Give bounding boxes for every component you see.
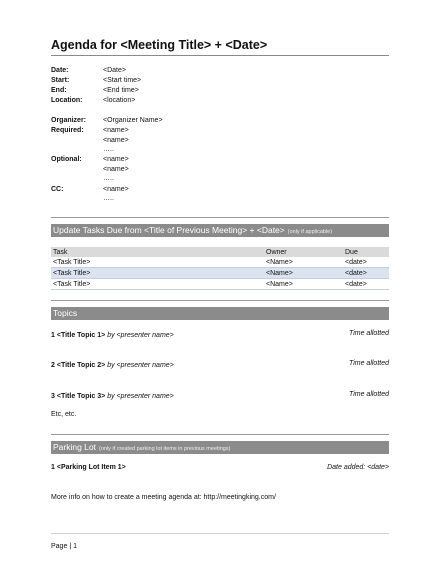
topics-etc: Etc, etc. (51, 411, 77, 418)
page-number: 1 (73, 543, 77, 550)
page-separator: | (69, 543, 72, 550)
topic-item-2 (51, 361, 389, 371)
page-label: Page (51, 543, 68, 550)
info-row-optional-2 (51, 165, 211, 174)
footer-divider (51, 533, 389, 534)
info-row-end (51, 86, 211, 95)
info-value: <Organizer Name> (103, 117, 163, 124)
topic-title: <Title Topic 2> (56, 362, 106, 369)
info-label: Location: (51, 97, 83, 104)
column-header-due: Due (345, 248, 358, 256)
info-label: Required: (51, 127, 84, 134)
due-cell: <date> (345, 258, 367, 266)
topic-by: by (107, 393, 115, 400)
update-tasks-header (51, 224, 389, 237)
owner-cell: <Name> (266, 269, 293, 277)
page-footer (51, 543, 77, 550)
info-value: <Date> (103, 67, 126, 74)
topic-number: 1 (51, 332, 55, 339)
info-value: ….. (103, 146, 114, 153)
topic-time-allotted: Time allotted (348, 360, 389, 367)
info-row-optional-more (51, 174, 211, 183)
info-row-required-2 (51, 136, 211, 145)
info-row-start (51, 76, 211, 85)
task-cell: <Task Title> (53, 269, 91, 277)
tasks-table-header (51, 247, 389, 257)
info-row-location (51, 96, 211, 105)
table-row (51, 279, 389, 290)
info-label: CC: (51, 186, 64, 193)
task-cell: <Task Title> (53, 280, 91, 288)
owner-cell: <Name> (266, 258, 293, 266)
topic-item-3 (51, 392, 389, 402)
topics-heading: Topics (53, 308, 78, 318)
info-value: <End time> (103, 87, 139, 94)
update-tasks-heading: Update Tasks Due from <Title of Previous Meeting> + <Date> (53, 225, 285, 235)
agenda-title: Agenda for <Meeting Title> + <Date> (51, 38, 389, 56)
parking-lot-item-number: 1 (51, 464, 55, 471)
task-cell: <Task Title> (53, 258, 91, 266)
info-value: <name> (103, 186, 129, 193)
topic-time-allotted: Time allotted (348, 330, 389, 337)
parking-lot-item (51, 463, 389, 473)
info-row-optional (51, 155, 211, 164)
parking-lot-item-title: <Parking Lot Item 1> (56, 464, 126, 471)
info-value: ….. (103, 195, 114, 202)
due-cell: <date> (345, 269, 367, 277)
info-row-organizer (51, 116, 211, 125)
info-value: ….. (103, 175, 114, 182)
info-row-required-more (51, 145, 211, 154)
info-row-cc-more (51, 194, 211, 203)
topic-time-allotted: Time allotted (348, 391, 389, 398)
tasks-table (51, 247, 389, 290)
section-divider (51, 217, 389, 218)
table-row (51, 268, 389, 279)
topics-header (51, 307, 389, 320)
info-value: <Start time> (103, 77, 142, 84)
topic-number: 2 (51, 362, 55, 369)
info-row-required (51, 126, 211, 135)
column-header-owner: Owner (266, 248, 287, 256)
update-tasks-note: (only if applicable) (287, 229, 333, 235)
info-label: End: (51, 87, 67, 94)
info-row-date (51, 66, 211, 75)
topic-presenter: <presenter name> (116, 362, 174, 369)
info-label: Start: (51, 77, 70, 84)
topic-presenter: <presenter name> (116, 332, 174, 339)
parking-lot-date-added: Date added: <date> (327, 464, 389, 471)
info-value: <name> (103, 137, 129, 144)
due-cell: <date> (345, 280, 367, 288)
section-divider (51, 434, 389, 435)
topic-title: <Title Topic 3> (56, 393, 106, 400)
parking-lot-heading: Parking Lot (53, 442, 96, 452)
info-value: <name> (103, 166, 129, 173)
topic-presenter: <presenter name> (116, 393, 174, 400)
info-label: Optional: (51, 156, 82, 163)
info-value: <name> (103, 127, 129, 134)
topic-item-1 (51, 331, 389, 341)
topic-number: 3 (51, 393, 55, 400)
topic-by: by (107, 362, 115, 369)
section-divider (51, 300, 389, 301)
parking-lot-note: (only if created parking lot items in previous meetings) (99, 446, 231, 452)
topic-title: <Title Topic 1> (56, 332, 106, 339)
info-row-cc (51, 185, 211, 194)
info-label: Organizer: (51, 117, 87, 124)
owner-cell: <Name> (266, 280, 293, 288)
info-label: Date: (51, 67, 69, 74)
column-header-task: Task (53, 248, 68, 256)
more-info-text: More info on how to create a meeting agenda at: http://meetingking.com/ (51, 494, 276, 501)
table-row (51, 257, 389, 268)
parking-lot-header (51, 441, 389, 454)
info-value: <name> (103, 156, 129, 163)
info-value: <location> (103, 97, 136, 104)
topic-by: by (107, 332, 115, 339)
